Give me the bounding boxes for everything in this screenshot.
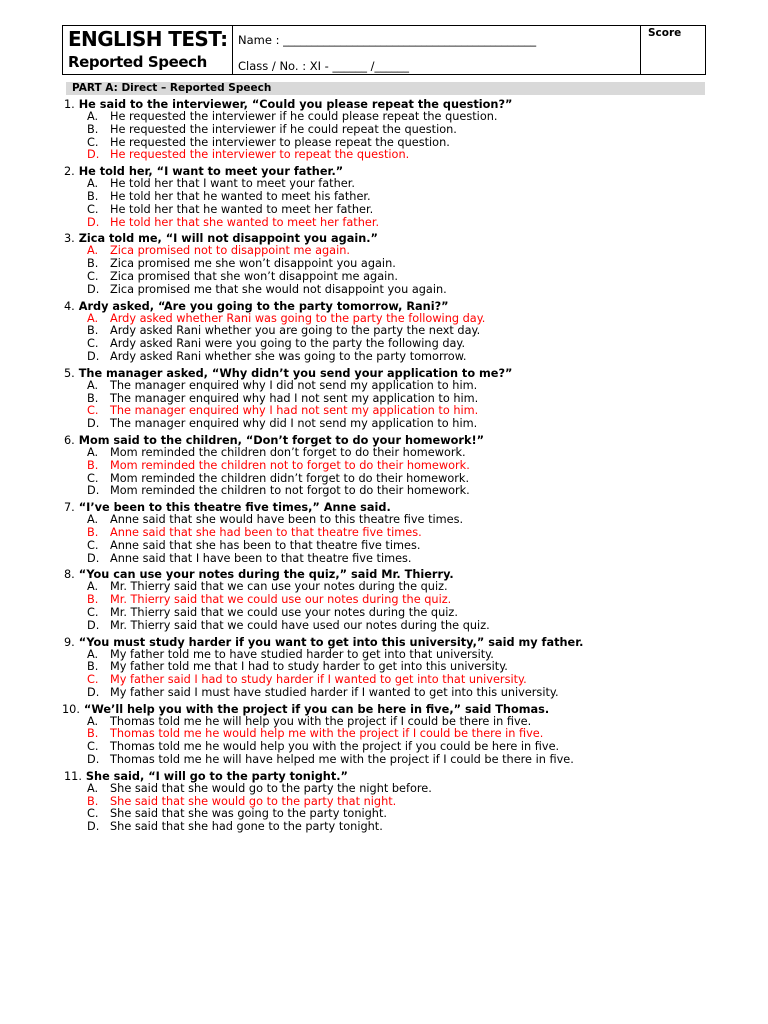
- answer-option[interactable]: [62, 284, 712, 297]
- question-text: Zica told me, “I will not disappoint you again.”: [78, 232, 378, 246]
- option-text: Ardy asked Rani whether you are going to the party the next day.: [110, 324, 481, 338]
- option-letter: D.: [87, 685, 100, 699]
- option-letter: A.: [87, 580, 99, 594]
- option-text: She said that she would go to the party the night before.: [110, 781, 432, 795]
- question-number: 6.: [64, 433, 75, 447]
- option-letter: B.: [87, 727, 99, 741]
- question-number: 9.: [64, 635, 75, 649]
- option-letter: C.: [87, 807, 99, 821]
- question-number: 10.: [62, 702, 80, 716]
- option-letter: D.: [87, 282, 100, 296]
- option-letter: B.: [87, 458, 99, 472]
- option-text: She said that she was going to the party tonight.: [110, 807, 387, 821]
- option-letter: B.: [87, 660, 99, 674]
- question-item: [62, 98, 712, 162]
- answer-option[interactable]: [62, 217, 712, 230]
- question-item: [62, 367, 712, 431]
- question-item: [62, 501, 712, 565]
- option-letter: A.: [87, 445, 99, 459]
- title-cell: [63, 26, 233, 74]
- option-text: My father told me that I had to study harder to get into this university.: [110, 660, 508, 674]
- question-text: “I’ve been to this theatre five times,” Anne said.: [78, 501, 391, 515]
- option-text: He told her that I want to meet your father.: [110, 177, 355, 191]
- option-letter: A.: [87, 244, 99, 258]
- question-number: 1.: [64, 98, 75, 111]
- question-item: [62, 568, 712, 632]
- option-text: Anne said that she had been to that theatre five times.: [110, 525, 422, 539]
- option-letter: C.: [87, 269, 99, 283]
- question-text: “You can use your notes during the quiz,” said Mr. Thierry.: [78, 568, 454, 582]
- answer-option[interactable]: [62, 149, 712, 162]
- option-text: Ardy asked Rani were you going to the party the following day.: [110, 337, 466, 351]
- answer-option[interactable]: [62, 485, 712, 498]
- question-text: The manager asked, “Why didn’t you send your application to me?”: [78, 366, 513, 380]
- option-letter: C.: [87, 673, 99, 687]
- question-item: [62, 434, 712, 498]
- option-letter: D.: [87, 820, 100, 834]
- option-letter: B.: [87, 391, 99, 405]
- question-number: 11.: [64, 769, 82, 783]
- question-item: [62, 300, 712, 364]
- question-text: Mom said to the children, “Don’t forget to do your homework!”: [78, 433, 485, 447]
- question-number: 3.: [64, 232, 75, 246]
- option-letter: C.: [87, 605, 99, 619]
- question-text: He said to the interviewer, “Could you please repeat the question?”: [78, 98, 513, 111]
- option-letter: D.: [87, 148, 100, 162]
- student-info-cell: [232, 26, 641, 74]
- option-letter: A.: [87, 513, 99, 527]
- option-text: She said that she would go to the party that night.: [110, 794, 397, 808]
- option-text: Mom reminded the children not to forget to do their homework.: [110, 458, 470, 472]
- option-letter: C.: [87, 135, 99, 149]
- option-text: Zica promised that she won’t disappoint me again.: [110, 269, 399, 283]
- option-letter: B.: [87, 189, 99, 203]
- option-letter: D.: [87, 417, 100, 431]
- option-text: My father said I must have studied harder if I wanted to get into this university.: [110, 685, 559, 699]
- option-letter: A.: [87, 378, 99, 392]
- option-text: The manager enquired why had I not sent my application to him.: [110, 391, 479, 405]
- option-text: He requested the interviewer to please repeat the question.: [110, 135, 450, 149]
- question-item: [62, 770, 712, 834]
- test-title: ENGLISH TEST:: [68, 27, 228, 51]
- option-text: He requested the interviewer if he could repeat the question.: [110, 122, 457, 136]
- option-text: Anne said that I have been to that theatre five times.: [110, 551, 412, 565]
- option-letter: A.: [87, 110, 99, 123]
- option-text: He requested the interviewer to repeat the question.: [110, 148, 410, 162]
- option-text: Zica promised me that she would not disappoint you again.: [110, 282, 447, 296]
- answer-option[interactable]: [62, 553, 712, 566]
- option-letter: C.: [87, 538, 99, 552]
- option-text: Mom reminded the children to not forgot to do their homework.: [110, 484, 470, 498]
- option-letter: B.: [87, 593, 99, 607]
- question-number: 5.: [64, 366, 75, 380]
- question-item: [62, 232, 712, 296]
- option-letter: C.: [87, 202, 99, 216]
- option-text: He told her that he wanted to meet her father.: [110, 202, 374, 216]
- option-text: Anne said that she would have been to this theatre five times.: [110, 513, 464, 527]
- score-label: Score: [648, 27, 682, 39]
- option-letter: B.: [87, 324, 99, 338]
- option-text: Mom reminded the children don’t forget to do their homework.: [110, 445, 466, 459]
- option-text: Zica promised me she won’t disappoint you again.: [110, 257, 396, 271]
- score-cell: [640, 26, 705, 74]
- option-text: The manager enquired why did I not send my application to him.: [110, 417, 478, 431]
- question-text: Ardy asked, “Are you going to the party tomorrow, Rani?”: [78, 299, 449, 313]
- option-text: The manager enquired why I had not sent my application to him.: [110, 404, 479, 418]
- question-number: 2.: [64, 165, 75, 179]
- option-text: Mom reminded the children didn’t forget to do their homework.: [110, 471, 470, 485]
- option-letter: C.: [87, 740, 99, 754]
- question-number: 4.: [64, 299, 75, 313]
- test-subtitle: Reported Speech: [68, 53, 207, 71]
- option-text: The manager enquired why I did not send my application to him.: [110, 378, 478, 392]
- test-header: [62, 25, 706, 75]
- question-text: “You must study harder if you want to get into this university,” said my father.: [78, 635, 584, 649]
- class-field[interactable]: Class / No. : XI - ______ /______: [238, 59, 409, 73]
- option-text: Anne said that she has been to that theatre five times.: [110, 538, 421, 552]
- option-letter: C.: [87, 404, 99, 418]
- option-text: My father told me to have studied harder to get into that university.: [110, 647, 494, 661]
- option-letter: A.: [87, 177, 99, 191]
- option-text: He told her that she wanted to meet her father.: [110, 215, 380, 229]
- option-letter: D.: [87, 753, 100, 767]
- option-text: She said that she had gone to the party tonight.: [110, 820, 383, 834]
- section-heading: PART A: Direct – Reported Speech: [66, 82, 705, 95]
- option-text: Mr. Thierry said that we could use our notes during the quiz.: [110, 593, 452, 607]
- question-text: She said, “I will go to the party tonight.”: [85, 769, 348, 783]
- option-text: My father said I had to study harder if I wanted to get into that university.: [110, 673, 527, 687]
- question-number: 8.: [64, 568, 75, 582]
- answer-option[interactable]: [62, 754, 712, 767]
- question-number: 7.: [64, 501, 75, 515]
- option-text: Mr. Thierry said that we could use your notes during the quiz.: [110, 605, 458, 619]
- question-text: He told her, “I want to meet your father.”: [78, 165, 344, 179]
- option-text: Zica promised not to disappoint me again.: [110, 244, 350, 258]
- option-letter: A.: [87, 781, 99, 795]
- answer-option[interactable]: [62, 351, 712, 364]
- option-text: He told her that he wanted to meet his father.: [110, 189, 371, 203]
- option-letter: B.: [87, 794, 99, 808]
- answer-option[interactable]: [62, 687, 712, 700]
- option-text: Thomas told me he will help you with the project if I could be there in five.: [110, 714, 532, 728]
- question-text: “We’ll help you with the project if you can be here in five,” said Thomas.: [83, 702, 550, 716]
- option-letter: C.: [87, 471, 99, 485]
- question-item: [62, 165, 712, 229]
- name-field[interactable]: Name : ____________________________________________: [238, 33, 537, 47]
- answer-option[interactable]: [62, 418, 712, 431]
- question-item: [62, 636, 712, 700]
- option-text: Mr. Thierry said that we can use your notes during the quiz.: [110, 580, 448, 594]
- option-letter: D.: [87, 215, 100, 229]
- option-letter: A.: [87, 647, 99, 661]
- option-letter: D.: [87, 484, 100, 498]
- option-letter: A.: [87, 311, 99, 325]
- option-letter: A.: [87, 714, 99, 728]
- answer-option[interactable]: [62, 620, 712, 633]
- option-letter: C.: [87, 337, 99, 351]
- option-letter: D.: [87, 618, 100, 632]
- option-letter: B.: [87, 525, 99, 539]
- option-text: Thomas told me he would help you with the project if you could be here in five.: [110, 740, 560, 754]
- option-letter: B.: [87, 122, 99, 136]
- option-text: Ardy asked whether Rani was going to the party the following day.: [110, 311, 486, 325]
- option-letter: D.: [87, 349, 100, 363]
- option-text: Thomas told me he would help me with the project if I could be there in five.: [110, 727, 544, 741]
- option-text: Ardy asked Rani whether she was going to the party tomorrow.: [110, 349, 467, 363]
- option-text: Thomas told me he will have helped me with the project if I could be there in five.: [110, 753, 574, 767]
- option-letter: D.: [87, 551, 100, 565]
- question-list: [62, 98, 712, 837]
- question-item: [62, 703, 712, 767]
- option-letter: B.: [87, 257, 99, 271]
- answer-option[interactable]: [62, 821, 712, 834]
- option-text: Mr. Thierry said that we could have used our notes during the quiz.: [110, 618, 490, 632]
- option-text: He requested the interviewer if he could please repeat the question.: [110, 110, 498, 123]
